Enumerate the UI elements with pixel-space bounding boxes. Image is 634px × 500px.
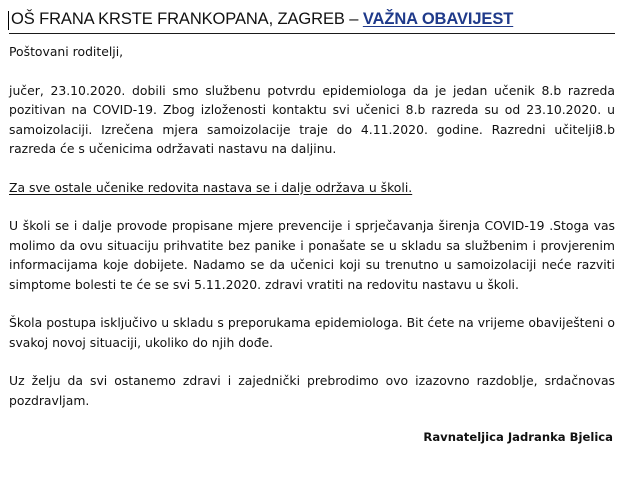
- letter-paragraph-4: Škola postupa isključivo u skladu s preporukama epidemiologa. Bit ćete na vrijeme obaviješteni o svakoj novoj situaciji, ukoliko do njih dođe.: [9, 315, 615, 350]
- letter-paragraph-3: U školi se i dalje provode propisane mjere prevencije i sprječavanja širenja COVID-19 .Stoga vas molimo da ovu situaciju prihvatite bez panike i ponašate se u skladu sa službenim i provjerenim informacijama koje dobijete. Nadamo se da učenici koji su trenutno u samoizolaciji neće razviti simptome bolesti te će se svi 5.11.2020. zdravi vratiti na redovitu nastavu u školi.: [9, 218, 615, 292]
- school-name: OŠ FRANA KRSTE FRANKOPANA, ZAGREB –: [11, 10, 363, 28]
- letter-paragraph-5: Uz želju da svi ostanemo zdravi i zajednički prebrodimo ovo izazovno razdoblje, srdačnovas pozdravljam.: [9, 373, 615, 408]
- letter-paragraph-1: jučer, 23.10.2020. dobili smo službenu potvrdu epidemiologa da je jedan učenik 8.b razreda pozitivan na COVID-19. Zbog izloženosti kontaktu svi učenici 8.b razreda su od 23.10.2020. u samoizolaciji. Izrečena mjera samoizolacije traje do 4.11.2020. godine. Razredni učitelji8.b razreda će s učenicima održavati nastavu na daljinu.: [9, 82, 615, 156]
- letter-signature: Ravnateljica Jadranka Bjelica: [423, 430, 613, 444]
- document-page: [9, 0, 615, 458]
- letter-paragraph-2: Za sve ostale učenike redovita nastava se i dalje održava u školi.: [9, 179, 413, 195]
- notice-title: VAŽNA OBAVIJEST: [362, 10, 514, 28]
- letter-greeting: Poštovani roditelji,: [9, 44, 124, 59]
- document-header: [9, 8, 615, 34]
- text-cursor: [8, 11, 9, 30]
